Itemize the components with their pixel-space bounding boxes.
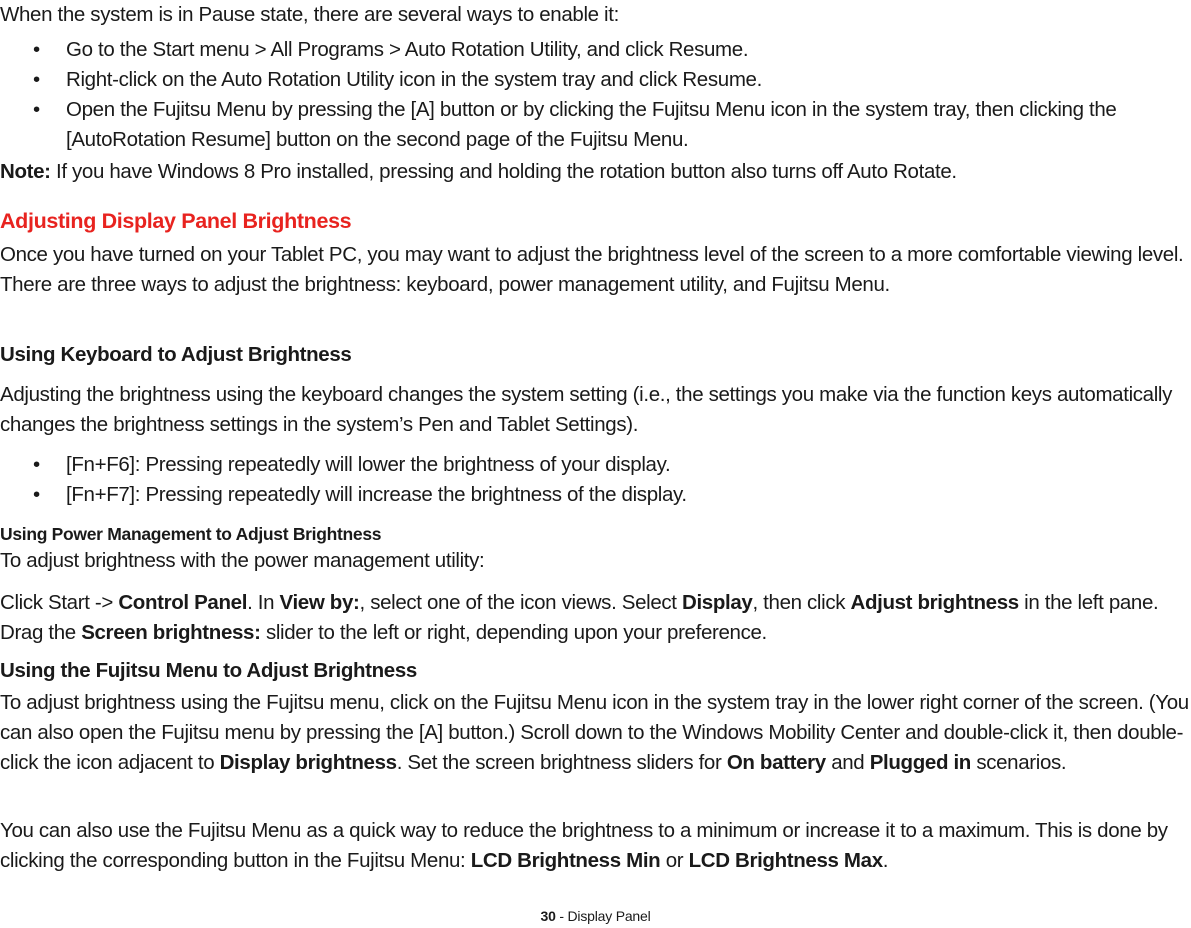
list-item-text: Go to the Start menu > All Programs > Auto Rotation Utility, and click Resume. — [66, 38, 749, 61]
keyboard-heading: Using Keyboard to Adjust Brightness — [0, 343, 352, 366]
text-run: or — [660, 849, 689, 872]
fujitsu-quick-body — [0, 816, 1191, 876]
footer-section: Display Panel — [567, 908, 651, 924]
lcd-brightness-max-term: LCD Brightness Max — [688, 849, 883, 872]
list-item — [0, 35, 1191, 65]
text-run: You can also use the Fujitsu Menu as a quick way to reduce the brightness to a minimum or increase it to a maximum. This is done by clicking the corresponding button in the Fujitsu Menu: — [0, 819, 1168, 872]
text-run: To adjust brightness using the Fujitsu menu, click on the Fujitsu Menu icon in the system tray in the lower right corner of the screen. (You can also open the Fujitsu menu by pressing the [A] button.) Scroll down to the Windows Mobility Center and double-click it, then double-click the icon adjacent to — [0, 691, 1189, 774]
power-body — [0, 588, 1191, 648]
screen-brightness-term: Screen brightness: — [81, 621, 261, 644]
view-by-term: View by: — [279, 591, 360, 614]
bullet-icon: • — [33, 98, 40, 121]
text-run: Click Start -> — [0, 591, 119, 614]
bullet-icon: • — [33, 483, 40, 506]
list-item-text: [Fn+F7]: Pressing repeatedly will increase the brightness of the display. — [66, 483, 687, 506]
fujitsu-body — [0, 688, 1191, 778]
bullet-icon: • — [33, 38, 40, 61]
page-footer — [0, 906, 1191, 926]
resume-steps-list — [0, 35, 1191, 155]
footer-separator: - — [555, 908, 568, 924]
page-number: 30 — [540, 908, 556, 924]
list-item — [0, 95, 1191, 155]
section-heading: Adjusting Display Panel Brightness — [0, 209, 352, 233]
adjust-brightness-term: Adjust brightness — [850, 591, 1019, 614]
list-item — [0, 450, 1191, 480]
control-panel-term: Control Panel — [118, 591, 248, 614]
text-run: and — [825, 751, 870, 774]
power-heading: Using Power Management to Adjust Brightness — [0, 524, 382, 544]
keyboard-shortcuts-list — [0, 450, 1191, 510]
on-battery-term: On battery — [726, 751, 826, 774]
text-run: . Set the screen brightness sliders for — [396, 751, 727, 774]
lcd-brightness-min-term: LCD Brightness Min — [470, 849, 661, 872]
power-intro: To adjust brightness with the power management utility: — [0, 549, 485, 572]
note-text: If you have Windows 8 Pro installed, pressing and holding the rotation button also turns off Auto Rotate. — [50, 160, 957, 183]
fujitsu-heading: Using the Fujitsu Menu to Adjust Brightness — [0, 659, 417, 682]
display-brightness-term: Display brightness — [219, 751, 397, 774]
section-body: Once you have turned on your Tablet PC, you may want to adjust the brightness level of the screen to a more comfortable viewing level. There are three ways to adjust the brightness: keyboard, power management utility, and Fujitsu Menu. — [0, 243, 1184, 296]
plugged-in-term: Plugged in — [869, 751, 971, 774]
text-run: , then click — [752, 591, 851, 614]
bullet-icon: • — [33, 68, 40, 91]
display-term: Display — [682, 591, 753, 614]
text-run: slider to the left or right, depending upon your preference. — [260, 621, 767, 644]
list-item — [0, 65, 1191, 95]
text-run: . — [882, 849, 889, 872]
text-run: scenarios. — [970, 751, 1067, 774]
note — [0, 157, 1191, 187]
intro-text: When the system is in Pause state, there are several ways to enable it: — [0, 3, 619, 26]
text-run: , select one of the icon views. Select — [359, 591, 682, 614]
list-item-text: [Fn+F6]: Pressing repeatedly will lower the brightness of your display. — [66, 453, 671, 476]
keyboard-body: Adjusting the brightness using the keyboard changes the system setting (i.e., the settings you make via the function keys automatically changes the brightness settings in the system’s Pen and Tablet Settings). — [0, 383, 1173, 436]
text-run: . In — [247, 591, 280, 614]
list-item-text: Right-click on the Auto Rotation Utility icon in the system tray and click Resume. — [66, 68, 762, 91]
bullet-icon: • — [33, 453, 40, 476]
list-item — [0, 480, 1191, 510]
list-item-text: Open the Fujitsu Menu by pressing the [A] button or by clicking the Fujitsu Menu icon in the system tray, then clicking the [AutoRotation Resume] button on the second page of the Fujitsu Menu. — [66, 98, 1117, 151]
text-run: in the left pane. Drag the — [0, 591, 1159, 644]
note-label: Note: — [0, 160, 51, 183]
